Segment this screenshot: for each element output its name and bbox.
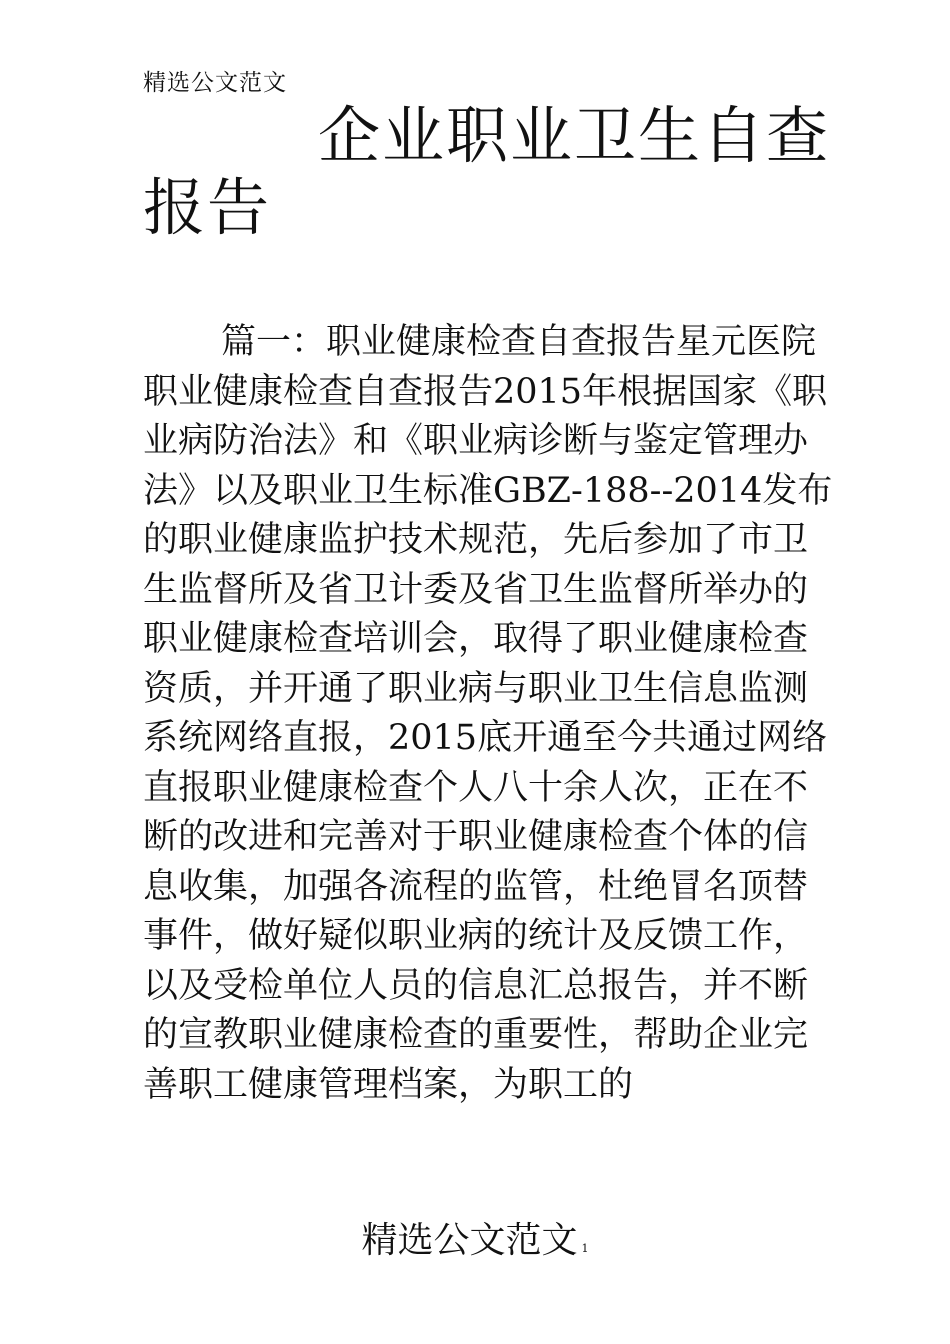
- page-number: 1: [581, 1242, 589, 1255]
- page-footer: [0, 1212, 950, 1263]
- paragraph-text: 篇一：职业健康检查自查报告星元医院职业健康检查自查报告2015年根据国家《职业病防治法》和《职业病诊断与鉴定管理办法》以及职业卫生标准GBZ-188--2014发布的职业健康监护技术规范，先后参加了市卫生监督所及省卫计委及省卫生监督所举办的职业健康检查培训会，取得了职业健康检查资质，并开通了职业病与职业卫生信息监测系统网络直报，2015底开通至今共通过网络直报职业健康检查个人八十余人次，正在不断的改进和完善对于职业健康检查个体的信息收集，加强各流程的监管，杜绝冒名顶替事件，做好疑似职业病的统计及反馈工作，以及受检单位人员的信息汇总报告，并不断的宣教职业健康检查的重要性，帮助企业完善职工健康管理档案，为职工的: [143, 322, 833, 1105]
- footer-text: 精选公文范文: [361, 1220, 578, 1261]
- page-header: 精选公文范文: [143, 70, 287, 96]
- document-title: 企业职业卫生自查报告: [143, 99, 831, 244]
- body-paragraph: [143, 318, 838, 1110]
